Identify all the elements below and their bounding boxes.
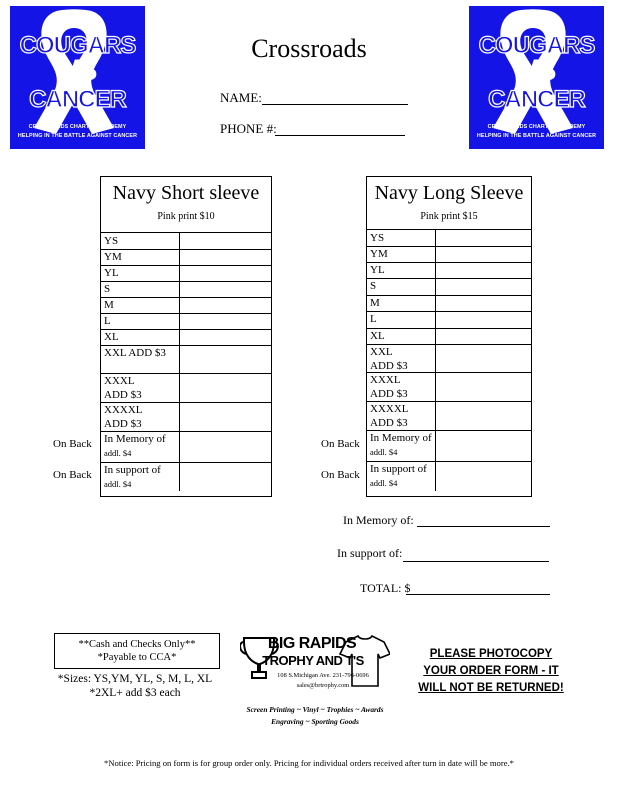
phone-line[interactable] [275, 135, 405, 136]
size-label [370, 431, 432, 459]
size-row [367, 295, 531, 312]
vendor-services-2: Engraving ~ Sporting Goods [271, 717, 359, 726]
size-label [104, 346, 166, 360]
size-label-text: In support of [370, 463, 427, 475]
size-row [367, 328, 531, 345]
cougars-vs-cancer-logo-left [10, 6, 145, 149]
size-label-text: S [104, 283, 111, 295]
quantity-cell[interactable] [435, 372, 531, 401]
short-sleeve-name: Navy Short sleeve [112, 182, 260, 204]
quantity-cell[interactable] [435, 246, 531, 262]
size-label [104, 374, 142, 402]
size-label [370, 345, 408, 373]
size-label [370, 402, 409, 430]
logo-subtitle-helping: HELPING IN THE BATTLE AGAINST CANCER [476, 133, 597, 139]
size-label [370, 296, 380, 310]
quantity-cell[interactable] [435, 461, 531, 491]
size-label-text: L [104, 315, 111, 327]
logo-text-cancer: CANCER [488, 86, 585, 113]
vendor-email: sales@brtrophy.com [296, 682, 350, 689]
in-memory-total-field[interactable] [343, 513, 414, 528]
quantity-cell[interactable] [435, 344, 531, 372]
size-row [367, 262, 531, 279]
size-label-note: ADD $3 [370, 417, 408, 429]
name-line[interactable] [262, 104, 408, 105]
size-label-text: YS [104, 235, 119, 247]
quantity-cell[interactable] [435, 328, 531, 344]
size-label [370, 247, 388, 261]
photocopy-line-3: WILL NOT BE RETURNED! [418, 682, 564, 694]
name-field[interactable] [220, 90, 262, 106]
on-back-label: On Back [321, 438, 360, 450]
size-label [104, 298, 114, 312]
sizes-line-2: *2XL+ add $3 each [89, 687, 181, 699]
size-label-text: In support of [104, 464, 161, 476]
size-label [104, 250, 122, 264]
size-label-text: XXXXL [370, 403, 409, 415]
size-label [104, 282, 110, 296]
vendor-address: 108 S.Michigan Ave. 231-796-0696 [277, 672, 369, 679]
quantity-cell[interactable] [179, 297, 271, 313]
payment-line-2: *Payable to CCA* [97, 652, 177, 663]
photocopy-notice [396, 646, 586, 697]
size-row [101, 313, 271, 330]
size-row [367, 430, 531, 462]
size-label-text: YL [370, 264, 385, 276]
size-label-text: YS [370, 232, 385, 244]
long-sleeve-name: Navy Long Sleeve [374, 182, 524, 204]
quantity-cell[interactable] [179, 249, 271, 265]
size-row [367, 344, 531, 373]
quantity-cell[interactable] [179, 431, 271, 462]
photocopy-line-1: PLEASE PHOTOCOPY [429, 648, 553, 660]
sizes-note [30, 672, 240, 700]
payment-box [54, 633, 220, 669]
name-label: NAME: [220, 90, 262, 105]
long-sleeve-table [366, 176, 532, 497]
page-title: Crossroads [251, 34, 367, 63]
sizes-line-1: *Sizes: YS,YM, YL, S, M, L, XL [57, 673, 213, 685]
size-label [104, 463, 161, 491]
size-label-text: XXXL [104, 375, 135, 387]
total-line[interactable] [406, 594, 550, 595]
in-memory-total-label: In Memory of: [343, 513, 414, 527]
size-row [367, 401, 531, 431]
size-label [370, 231, 384, 245]
logo-text-cougars: COUGARS [478, 32, 595, 59]
quantity-cell[interactable] [179, 402, 271, 431]
size-row [101, 402, 271, 432]
size-row [367, 278, 531, 296]
size-row [101, 373, 271, 403]
on-back-label: On Back [53, 469, 92, 481]
size-label-note: ADD $3 [370, 388, 408, 400]
size-label-text: YM [104, 251, 122, 263]
vendor-services-1: Screen Printing ~ Vinyl ~ Trophies ~ Awards [246, 705, 384, 714]
short-sleeve-table [100, 176, 272, 497]
size-row [101, 462, 271, 491]
size-row [101, 249, 271, 266]
size-label-text: YM [370, 248, 388, 260]
size-label-note: ADD $3 [104, 389, 142, 401]
on-back-label: On Back [321, 469, 360, 481]
size-row [101, 281, 271, 298]
size-row [101, 233, 271, 250]
size-row [101, 265, 271, 282]
photocopy-line-2: YOUR ORDER FORM - IT [423, 665, 559, 677]
in-support-total-field[interactable] [337, 546, 402, 561]
size-label [370, 329, 385, 343]
size-label-text: M [104, 299, 114, 311]
size-label-text: XL [370, 330, 385, 342]
quantity-cell[interactable] [435, 278, 531, 295]
pricing-notice: *Notice: Pricing on form is for group order only. Pricing for individual orders received after turn in date will be more.* [104, 758, 514, 768]
size-label [370, 373, 408, 401]
size-label [370, 279, 376, 293]
quantity-cell[interactable] [179, 265, 271, 281]
size-label [104, 432, 166, 460]
size-label-text: XXL ADD $3 [104, 347, 166, 359]
size-label-text: L [370, 313, 377, 325]
short-sleeve-header [101, 177, 271, 233]
logo-text-vs: VS [59, 54, 96, 87]
total-label: TOTAL: $ [360, 581, 411, 595]
size-label-text: XXXL [370, 374, 401, 386]
quantity-cell[interactable] [179, 313, 271, 329]
phone-field[interactable] [220, 121, 277, 137]
in-memory-total-line[interactable] [417, 526, 550, 527]
size-label [104, 234, 118, 248]
size-label-text: YL [104, 267, 119, 279]
logo-subtitle-academy: CROSSROADS CHARTER ACADEMY [487, 124, 586, 130]
total-field[interactable] [360, 581, 410, 596]
size-row [101, 329, 271, 346]
size-label-text: XL [104, 331, 119, 343]
phone-label: PHONE #: [220, 121, 277, 136]
size-label-text: In Memory of [370, 432, 432, 444]
size-label [370, 263, 385, 277]
size-row [367, 372, 531, 402]
in-support-total-label: In support of: [337, 546, 403, 560]
on-back-label: On Back [53, 438, 92, 450]
long-sleeve-price: Pink print $15 [420, 211, 478, 222]
quantity-cell[interactable] [435, 430, 531, 461]
size-label-text: M [370, 297, 380, 309]
cougars-vs-cancer-logo-right [469, 6, 604, 149]
quantity-cell[interactable] [179, 373, 271, 402]
size-label-text: In Memory of [104, 433, 166, 445]
quantity-cell[interactable] [179, 233, 271, 249]
long-sleeve-header [367, 177, 531, 230]
logo-subtitle-academy: CROSSROADS CHARTER ACADEMY [28, 124, 127, 130]
size-label-text: XXL [370, 346, 393, 358]
size-row [367, 311, 531, 329]
quantity-cell[interactable] [435, 230, 531, 246]
quantity-cell[interactable] [179, 462, 271, 491]
vendor-name-2: TROPHY AND T'S [262, 653, 364, 668]
size-label-note: ADD $3 [104, 418, 142, 430]
short-sleeve-price: Pink print $10 [157, 211, 215, 222]
size-row [367, 461, 531, 491]
payment-line-1: **Cash and Checks Only** [78, 639, 196, 650]
logo-text-vs: VS [518, 54, 555, 87]
size-label-note: ADD $3 [370, 360, 408, 372]
size-label-note: addl. $4 [104, 448, 132, 458]
in-support-total-line[interactable] [403, 561, 549, 562]
quantity-cell[interactable] [179, 329, 271, 345]
quantity-cell[interactable] [435, 311, 531, 328]
size-row [101, 345, 271, 374]
quantity-cell[interactable] [179, 281, 271, 297]
big-rapids-trophy-logo [240, 628, 390, 744]
quantity-cell[interactable] [179, 345, 271, 373]
size-row [367, 246, 531, 263]
size-label-text: S [370, 280, 377, 292]
size-label [104, 403, 143, 431]
quantity-cell[interactable] [435, 401, 531, 430]
quantity-cell[interactable] [435, 295, 531, 311]
vendor-name-1: BIG RAPIDS [267, 635, 357, 652]
size-label [104, 314, 111, 328]
size-row [101, 297, 271, 314]
quantity-cell[interactable] [435, 262, 531, 278]
size-row [367, 230, 531, 247]
logo-text-cougars: COUGARS [19, 32, 136, 59]
size-label-note: addl. $4 [104, 479, 132, 489]
size-label [104, 330, 119, 344]
logo-subtitle-helping: HELPING IN THE BATTLE AGAINST CANCER [17, 133, 138, 139]
size-label-note: addl. $4 [370, 478, 398, 488]
size-label-text: XXXXL [104, 404, 143, 416]
size-row [101, 431, 271, 463]
size-label [370, 312, 377, 326]
size-label [104, 266, 119, 280]
size-label [370, 462, 427, 490]
logo-text-cancer: CANCER [29, 86, 126, 113]
size-label-note: addl. $4 [370, 447, 398, 457]
